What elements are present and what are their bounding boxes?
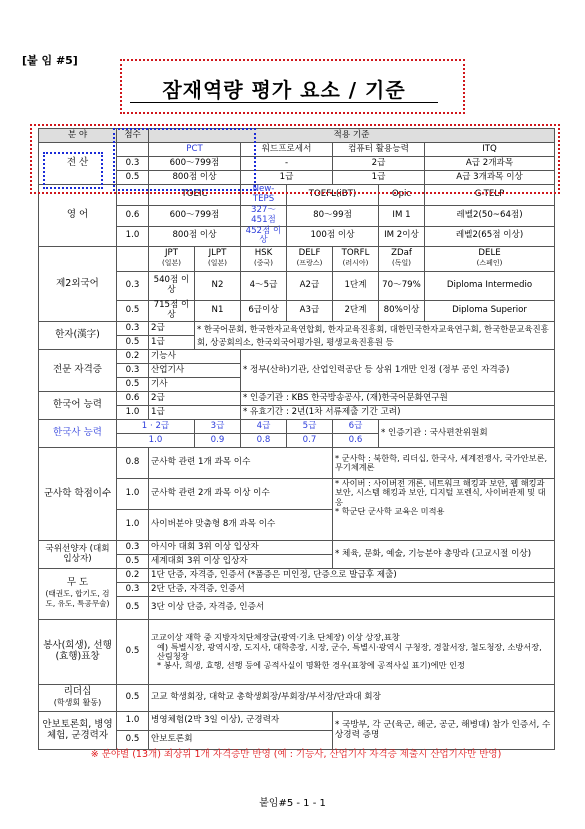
- martial-row: [39, 569, 555, 583]
- military-text: 군사학 관련 2개 과목 이상 이수: [149, 479, 333, 510]
- grade: 1급: [149, 336, 195, 350]
- col-lang: JLPT (일본): [195, 247, 241, 272]
- score: 0.5: [117, 555, 149, 569]
- martial-text: 3단 이상 단증, 자격증, 인증서: [149, 597, 555, 620]
- cell: 100점 이상: [287, 226, 379, 247]
- score: 0.5: [117, 685, 149, 712]
- security-note: * 국방부, 각 군(육군, 해군, 공군, 해병대) 참가 인증서, 수상경력 증명: [333, 712, 555, 750]
- cell: 715점 이상: [149, 301, 195, 322]
- hanja-row: [39, 322, 555, 336]
- history-score: 1.0: [117, 434, 195, 448]
- history-score: 0.6: [333, 434, 379, 448]
- security-row: [39, 712, 555, 731]
- martial-label: 무 도: [66, 576, 89, 588]
- col-opic: Opic: [379, 185, 425, 206]
- score: 0.3: [117, 364, 149, 378]
- history-grade-row: [39, 420, 555, 434]
- score: 0.5: [117, 731, 149, 750]
- martial-text: 2단 단증, 자격증, 인증서: [149, 583, 555, 597]
- military-text: 사이버분야 맞춤형 8개 과목 이수: [149, 510, 333, 541]
- cell: 1단계: [333, 272, 379, 301]
- score: 0.3: [117, 322, 149, 336]
- cert-note: * 정부(산하)기관, 산업인력공단 등 상위 1개만 인정 (정부 공인 자격증): [241, 350, 555, 392]
- cell: IM 1: [379, 205, 425, 226]
- history-grade: 3급: [195, 420, 241, 434]
- security-label: 안보토론회, 병영체험, 군경력자: [39, 712, 117, 750]
- col-lang: HSK (중국): [241, 247, 287, 272]
- sports-row: [39, 541, 555, 555]
- score: 0.8: [117, 448, 149, 479]
- sports-text: 세계대회 3위 이상 입상자: [149, 555, 333, 569]
- military-text: 군사학 관련 1개 과목 이수: [149, 448, 333, 479]
- col-toeic: TOEIC: [149, 185, 241, 206]
- col-comp: 컴퓨터 활용능력: [333, 143, 425, 157]
- grade: 2급: [149, 322, 195, 336]
- second-lang-row: [39, 301, 555, 322]
- korean-note1: * 인증기관 : KBS 한국방송공사, (재)한국어문화연구원: [241, 392, 555, 406]
- second-lang-head-row: [39, 247, 555, 272]
- computer-highlight-box: [30, 124, 560, 194]
- service-line2: 예) 특별시장, 광역시장, 도지사, 대학총장, 시장, 군수, 특별시·광역시 구청장, 경찰서장, 철도청장, 소방서장, 산림청장: [157, 641, 542, 661]
- computer-label: 전 산: [39, 143, 117, 185]
- attachment-tag: [붙 임 #5]: [22, 54, 78, 67]
- score: 0.5: [117, 378, 149, 392]
- security-text: 병영체험(2박 3일 이상), 군경력자: [149, 712, 333, 731]
- cell: 레벨2(65점 이상): [425, 226, 555, 247]
- score: 0.5: [117, 301, 149, 322]
- second-lang-row: [39, 272, 555, 301]
- cell: Diploma Superior: [425, 301, 555, 322]
- history-score: 0.9: [195, 434, 241, 448]
- cert-name: 산업기사: [149, 364, 241, 378]
- english-row: [39, 226, 555, 247]
- cell: 800점 이상: [149, 171, 241, 185]
- score: 1.0: [117, 510, 149, 541]
- criteria-table: [38, 128, 555, 750]
- score: 0.3: [117, 583, 149, 597]
- blank-cell: [117, 247, 149, 272]
- leadership-row: [39, 685, 555, 712]
- grade: 2급: [149, 392, 241, 406]
- sports-label: 국위선양자 (대회 입상자): [39, 541, 117, 569]
- col-teps: New-TEPS: [241, 185, 287, 206]
- leadership-label-cell: [39, 685, 117, 712]
- history-note: * 인증기관 : 국사편찬위원회: [379, 420, 555, 448]
- cell: IM 2이상: [379, 226, 425, 247]
- header-field: 분 야: [39, 129, 117, 143]
- score: 0.2: [117, 350, 149, 364]
- korean-row: [39, 392, 555, 406]
- service-row: [39, 620, 555, 685]
- cell: A급 3개과목 이상: [425, 171, 555, 185]
- score: 0.3: [117, 272, 149, 301]
- col-toefl: TOEFL(iBT): [287, 185, 379, 206]
- cert-row: [39, 350, 555, 364]
- martial-row: [39, 597, 555, 620]
- header-criteria: 적용 기준: [149, 129, 555, 143]
- service-text: [149, 620, 555, 685]
- security-text: 안보토론회: [149, 731, 333, 750]
- korean-label: 한국어 능력: [39, 392, 117, 420]
- military-note1: * 군사학 : 북한학, 리더십, 한국사, 세계전쟁사, 국가안보론, 무기체계론: [333, 448, 555, 479]
- score: 1.0: [117, 226, 149, 247]
- cell: N2: [195, 272, 241, 301]
- cell: 1급: [241, 171, 333, 185]
- cell: 600～799점: [149, 205, 241, 226]
- page-number: 붙임#5 - 1 - 1: [259, 798, 326, 809]
- col-lang: TORFL (러시아): [333, 247, 379, 272]
- cell: -: [241, 157, 333, 171]
- history-grade: 5급: [287, 420, 333, 434]
- service-line3: * 봉사, 희생, 효행, 선행 등에 공적사실이 명확한 경우(표창에 공적사실 표기)에만 인정: [157, 660, 465, 671]
- score: 0.3: [117, 541, 149, 555]
- col-word: 워드프로세서: [241, 143, 333, 157]
- cell: 800점 이상: [149, 226, 241, 247]
- cert-name: 기능사: [149, 350, 241, 364]
- score: 1.0: [117, 406, 149, 420]
- cell: 70～79%: [379, 272, 425, 301]
- cell: 6급이상: [241, 301, 287, 322]
- title-underline: [130, 102, 438, 103]
- sports-note: * 체육, 문화, 예술, 기능분야 총망라 (고교시절 이상): [333, 541, 555, 569]
- score: 0.6: [117, 205, 149, 226]
- computer-label-highlight-box: [43, 152, 103, 189]
- history-score: 0.8: [241, 434, 287, 448]
- col-lang: JPT (일본): [149, 247, 195, 272]
- cell: 327～451점: [241, 205, 287, 226]
- military-note2: * 사이버 : 사이버전 개론, 네트워크 해킹과 보안, 웹 해킹과 보안, 시스템 해킹과 보안, 디지털 포렌식, 사이버관제 및 대응: [335, 478, 546, 507]
- score: 0.3: [117, 157, 149, 171]
- cert-name: 기사: [149, 378, 241, 392]
- grade: 1급: [149, 406, 241, 420]
- martial-text: 1단 단증, 자격증, 인증서 (*품증은 미인정, 단증으로 발급후 제출): [149, 569, 555, 583]
- leadership-text: 고교 학생회장, 대학교 총학생회장/부회장/부서장/단과대 회장: [149, 685, 555, 712]
- korean-note2: * 유효기간 : 2년(1차 서류제출 기간 고려): [241, 406, 555, 420]
- cell: 레벨2(50~64점): [425, 205, 555, 226]
- cert-label: 전문 자격증: [39, 350, 117, 392]
- cell: 452점 이상: [241, 226, 287, 247]
- score: 0.2: [117, 569, 149, 583]
- header-score: 점수: [117, 129, 149, 143]
- col-lang: ZDaf (독일): [379, 247, 425, 272]
- hanja-note: * 한국어문회, 한국한자교육연합회, 한자교육진흥회, 대한민국한자교육연구회, 한국한문교육진흥회, 상공회의소, 한국외국어평가원, 평생교육진흥원 등: [195, 322, 555, 350]
- cell: 80～99점: [287, 205, 379, 226]
- second-lang-label: 제2외국어: [39, 247, 117, 322]
- cell: 2급: [333, 157, 425, 171]
- history-grade: 6급: [333, 420, 379, 434]
- service-line1: 고교이상 재학 중 지방자치단체장급(광역·기초 단체장) 이상 상장,표창: [151, 632, 400, 643]
- score: 0.6: [117, 392, 149, 406]
- cell: 1급: [333, 171, 425, 185]
- score: 0.5: [117, 171, 149, 185]
- pct-highlight-box: [113, 128, 256, 191]
- cell: Diploma Intermedio: [425, 272, 555, 301]
- score: 1.0: [117, 479, 149, 510]
- cell: 600～799점: [149, 157, 241, 171]
- military-label: 군사학 학점이수: [39, 448, 117, 541]
- military-note3: * 학군단 군사학 교육은 미적용: [335, 506, 445, 517]
- footnote: ※ 분야별 (13개) 최상위 1개 자격증만 반영 (예 : 기능사, 산업기사 자격증 제출시 산업기사만 반영): [90, 749, 502, 760]
- martial-sub: (태권도, 합기도, 검도, 유도, 특공무술): [45, 588, 110, 609]
- sports-text: 아시아 대회 3위 이상 입상자: [149, 541, 333, 555]
- col-lang: DELF (프랑스): [287, 247, 333, 272]
- history-label: 한국사 능력: [39, 420, 117, 448]
- cell: 80%이상: [379, 301, 425, 322]
- service-label: 봉사(희생), 선행(효행)표창: [39, 620, 117, 685]
- military-note-block: [333, 479, 555, 541]
- score: 0.5: [117, 336, 149, 350]
- score: 0.5: [117, 597, 149, 620]
- leadership-sub: (학생회 활동): [53, 698, 102, 707]
- hanja-label: 한자(漢字): [39, 322, 117, 350]
- page-title: 잠재역량 평가 요소 / 기준: [162, 78, 406, 102]
- english-label: 영 어: [39, 185, 117, 247]
- cell: 540점 이상: [149, 272, 195, 301]
- cell: A급 2개과목: [425, 157, 555, 171]
- cell: 2단계: [333, 301, 379, 322]
- english-row: [39, 205, 555, 226]
- korean-row: [39, 406, 555, 420]
- history-grade: 4급: [241, 420, 287, 434]
- score: 0.5: [117, 620, 149, 685]
- cell: A3급: [287, 301, 333, 322]
- col-pct: PCT: [149, 143, 241, 157]
- military-row: [39, 479, 555, 510]
- col-itq: ITQ: [425, 143, 555, 157]
- col-gtelp: G-TELP: [425, 185, 555, 206]
- martial-label-cell: [39, 569, 117, 620]
- leadership-label: 리더십: [63, 686, 92, 698]
- score: 1.0: [117, 712, 149, 731]
- military-row: [39, 448, 555, 479]
- cell: A2급: [287, 272, 333, 301]
- cell: 4～5급: [241, 272, 287, 301]
- history-score: 0.7: [287, 434, 333, 448]
- cell: N1: [195, 301, 241, 322]
- martial-row: [39, 583, 555, 597]
- history-grade: 1 · 2급: [117, 420, 195, 434]
- col-lang: DELE (스페인): [425, 247, 555, 272]
